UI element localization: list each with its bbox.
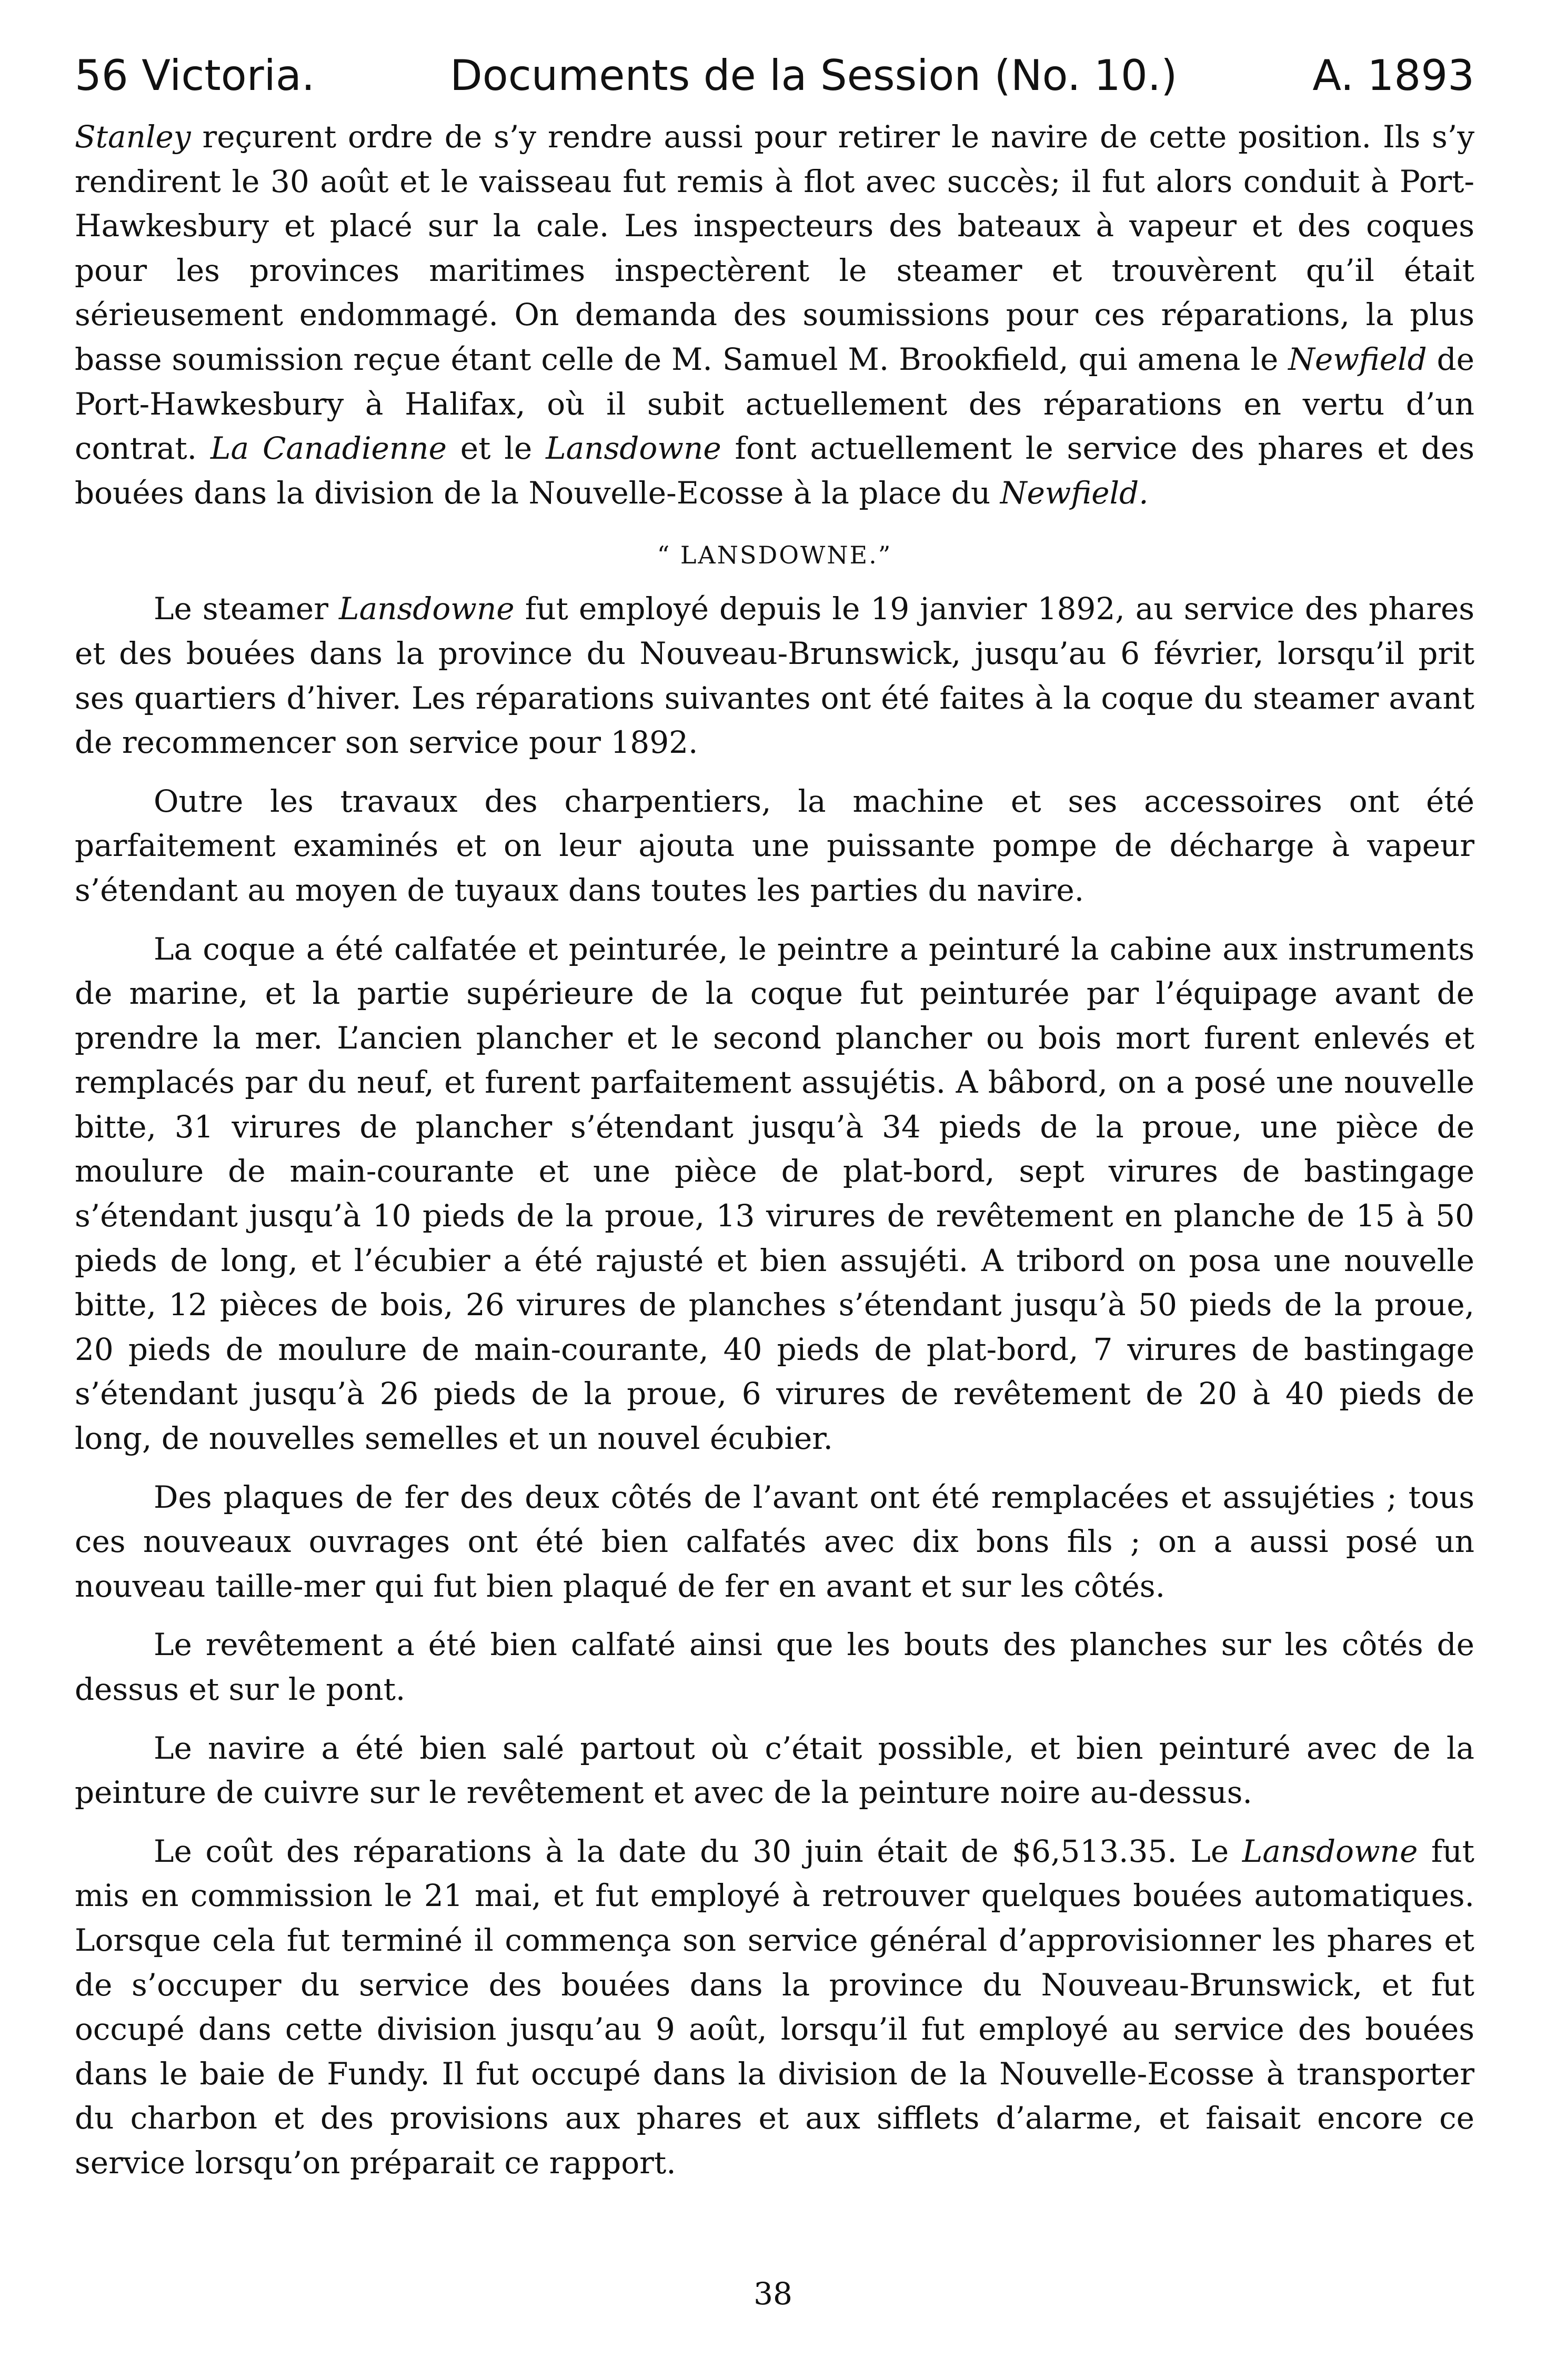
text-run: et le xyxy=(446,430,546,467)
text-run: Le coût des réparations à la date du 30 juin était de $6,513.35. Le xyxy=(154,1833,1242,1869)
text-run: fut mis en commission le 21 mai, et fut employé à retrouver quelques bouées automatiques. Lorsque cela fut terminé il commença son service général d’approvisionner les phares et de s’occuper du service des bouées dans la province du Nouveau-Brunswick, et fut occupé dans cette division jusqu’au 9 août, lorsqu’il fut employé au service des bouées dans le baie de Fundy. Il fut occupé dans la division de la Nouvelle-Ecosse à transporter du charbon et des provisions aux phares et aux sifflets d’alarme, et faisait encore ce service lorsqu’on préparait ce rapport. xyxy=(75,1833,1474,2181)
italic-ship-name: Lansdowne xyxy=(546,430,721,467)
text-run: font actuellement le service des phares et des bouées dans la division de la Nouvelle-Ecosse à la place du xyxy=(75,430,1474,511)
text-run: reçurent ordre de s’y rendre aussi pour retirer le navire de cette position. Ils s’y rendirent le 30 août et le vaisseau fut remis à flot avec succès; il fut alors conduit à Port-Hawkesbury et placé sur la cale. Les inspecteurs des bateaux à vapeur et des coques pour les provinces maritimes inspectèrent le steamer et trouvèrent qu’il était sérieusement endommagé. On demanda des soumissions pour ces réparations, la plus basse soumission reçue étant celle de M. Samuel M. Brookfield, qui amena le xyxy=(75,119,1474,377)
italic-ship-name: Lansdowne xyxy=(339,591,515,627)
section-heading-lansdowne: “ LANSDOWNE.” xyxy=(657,541,892,570)
running-header xyxy=(75,48,1474,103)
text-run: La coque a été calfatée et peinturée, le peintre a peinturé la cabine aux instruments de marine, et la partie supérieure de la coque fut peinturée par l’équipage avant de prendre la mer. L’ancien plancher et le second plancher ou bois mort furent enlevés et remplacés par du neuf, et furent parfaitement assujétis. A bâbord, on a posé une nouvelle bitte, 31 virures de plancher s’étendant jusqu’à 34 pieds de la proue, une pièce de moulure de main-courante et une pièce de plat-bord, sept virures de bastingage s’étendant jusqu’à 10 pieds de la proue, 13 virures de revêtement en planche de 15 à 50 pieds de long, et l’écubier a été rajusté et bien assujéti. A tribord on posa une nouvelle bitte, 12 pièces de bois, 26 virures de planches s’étendant jusqu’à 50 pieds de la proue, 20 pieds de moulure de main-courante, 40 pieds de plat-bord, 7 virures de bastingage s’étendant jusqu’à 26 pieds de la proue, 6 virures de revêtement de 20 à 40 pieds de long, de nouvelles semelles et un nouvel écubier. xyxy=(75,931,1474,1457)
paragraph-newfield-repairs xyxy=(75,115,1474,515)
paragraph-hull-work xyxy=(75,927,1474,1461)
header-document-title: Documents de la Session (No. 10.) xyxy=(450,51,1178,100)
italic-ship-name: Newfield. xyxy=(1000,475,1149,511)
paragraph-machinery xyxy=(75,779,1474,913)
italic-ship-name: Stanley xyxy=(75,119,191,155)
text-run: Outre les travaux des charpentiers, la machine et ses accessoires ont été parfaitement examinés et on leur ajouta une puissante pompe de décharge à vapeur s’étendant au moyen de tuyaux dans toutes les parties du navire. xyxy=(75,783,1474,908)
text-run: Le steamer xyxy=(154,591,339,627)
paragraph-repair-cost-service xyxy=(75,1829,1474,2185)
italic-ship-name: La Canadienne xyxy=(210,430,447,467)
text-run: Le revêtement a été bien calfaté ainsi que les bouts des planches sur les côtés de dessus et sur le pont. xyxy=(75,1627,1474,1707)
paragraph-lansdowne-employment xyxy=(75,587,1474,764)
italic-ship-name: Lansdowne xyxy=(1242,1833,1418,1869)
text-run: de Port-Hawkesbury à Halifax, où il subit actuellement des réparations en vertu d’un contrat. xyxy=(75,341,1475,467)
text-run: Des plaques de fer des deux côtés de l’avant ont été remplacées et assujéties ; tous ces nouveaux ouvrages ont été bien calfatés avec dix bons fils ; on a aussi posé un nouveau taille-mer qui fut bien plaqué de fer en avant et sur les côtés. xyxy=(75,1479,1474,1604)
italic-ship-name: Newfield xyxy=(1288,341,1427,377)
text-run: fut employé depuis le 19 janvier 1892, au service des phares et des bouées dans la province du Nouveau-Brunswick, jusqu’au 6 février, lorsqu’il prit ses quartiers d’hiver. Les réparations suivantes ont été faites à la coque du steamer avant de recommencer son service pour 1892. xyxy=(75,591,1474,761)
paragraph-salting-painting xyxy=(75,1726,1474,1815)
document-page xyxy=(75,48,1474,2185)
paragraph-iron-plates xyxy=(75,1475,1474,1609)
header-session-year: 56 Victoria. xyxy=(75,51,315,100)
page-number: 38 xyxy=(754,2276,792,2312)
paragraph-caulking xyxy=(75,1622,1474,1711)
text-run: Le navire a été bien salé partout où c’était possible, et bien peinturé avec de la peinture de cuivre sur le revêtement et avec de la peinture noire au-dessus. xyxy=(75,1730,1474,1811)
header-series-year: A. 1893 xyxy=(1312,51,1474,100)
